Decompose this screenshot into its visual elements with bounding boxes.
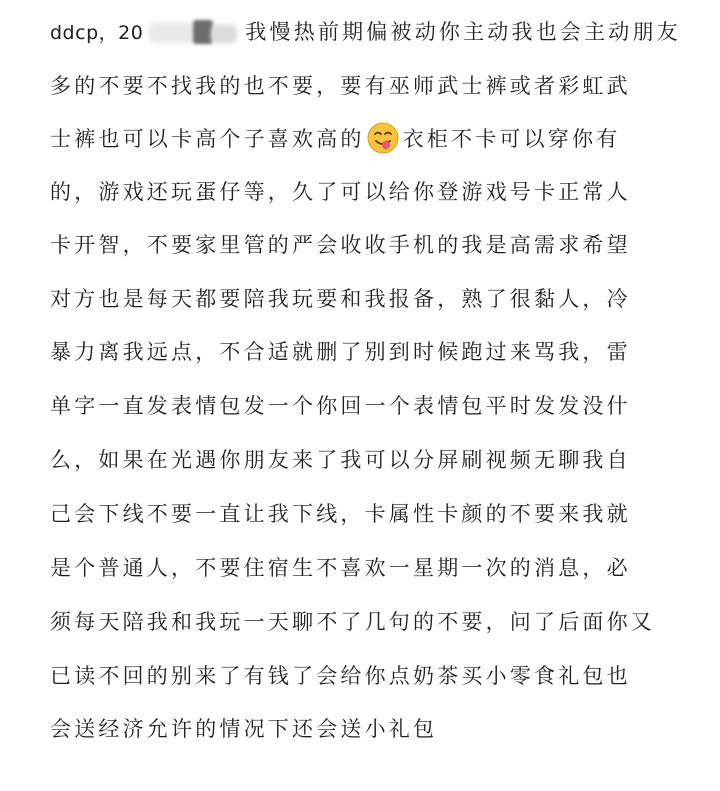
text-line-7	[50, 332, 631, 372]
text-line-13	[50, 656, 631, 696]
line-text: 暴力离我远点，不合适就删了别到时候跑过来骂我，雷	[50, 340, 631, 364]
line-text: 己会下线不要一直让我下线，卡属性卡颜的不要来我就	[50, 502, 631, 526]
text-line-11	[50, 548, 631, 588]
line-text: 已读不回的别来了有钱了会给你点奶茶买小零食礼包也	[50, 664, 631, 688]
line-text: 的，游戏还玩蛋仔等，久了可以给你登游戏号卡正常人	[50, 180, 631, 204]
text-line-8	[50, 386, 631, 426]
text-line-12	[50, 602, 655, 642]
text-line-3	[50, 119, 620, 159]
line-text: 多的不要不找我的也不要，要有巫师武士裤或者彩虹武	[50, 74, 631, 98]
text-line-9	[50, 440, 631, 480]
face-savoring-food-emoji	[367, 122, 399, 154]
text-line-14	[50, 709, 437, 749]
text-line-4	[50, 172, 631, 212]
redacted-block	[149, 20, 241, 46]
text-line-2	[50, 66, 631, 106]
line-text: 会送经济允许的情况下还会送小礼包	[50, 717, 438, 741]
line-text: 么，如果在光遇你朋友来了我可以分屏刷视频无聊我自	[50, 448, 631, 472]
text-line-5	[50, 225, 631, 265]
line-text-suffix: 衣柜不卡可以穿你有	[402, 127, 621, 151]
text-line-1	[50, 12, 681, 52]
line-text: 单字一直发表情包发一个你回一个表情包平时发发没什	[50, 394, 631, 418]
line-text: 士裤也可以卡高个子喜欢高的	[50, 127, 365, 151]
text-line-10	[50, 494, 631, 534]
line-prefix: ddcp，20	[50, 22, 144, 44]
line-text: 我慢热前期偏被动你主动我也会主动朋友	[245, 20, 681, 44]
line-text: 须每天陪我和我玩一天聊不了几句的不要，问了后面你又	[50, 610, 655, 634]
line-text: 卡开智，不要家里管的严会收收手机的我是高需求希望	[50, 233, 631, 257]
text-line-6	[50, 279, 631, 319]
line-text: 是个普通人，不要住宿生不喜欢一星期一次的消息，必	[50, 556, 631, 580]
line-text: 对方也是每天都要陪我玩要和我报备，熟了很黏人，冷	[50, 287, 631, 311]
